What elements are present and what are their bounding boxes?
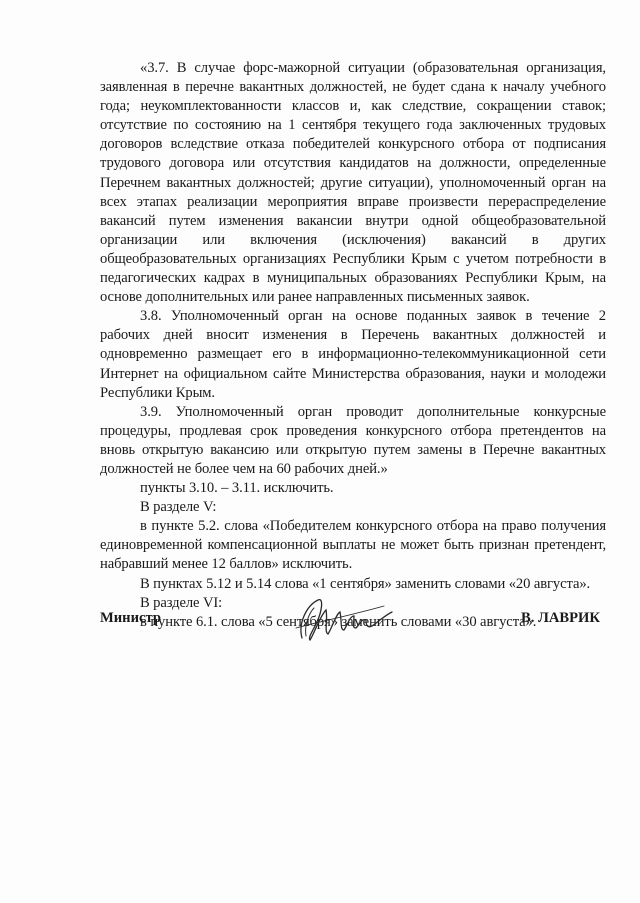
paragraph-6-1: в пункте 6.1. слова «5 сентября» заменить словами «30 августа». — [140, 613, 537, 630]
document-body — [100, 59, 606, 632]
handwritten-signature — [288, 594, 398, 646]
paragraph-5-12: В пунктах 5.12 и 5.14 слова «1 сентября» заменить словами «20 августа». — [140, 575, 591, 592]
paragraph-3-9: 3.9. Уполномоченный орган проводит дополнительные конкурсные процедуры, продлевая срок проведения конкурсного отбора претендентов на вновь открытую вакансию или открытую путем замены в Перечне вакантных должностей не более чем на 60 рабочих дней.» — [100, 403, 606, 477]
paragraph-3-8: 3.8. Уполномоченный орган на основе поданных заявок в течение 2 рабочих дней вносит изменения в Перечень вакантных должностей и одновременно размещает его в информационно-телекоммуникационной сети Интернет на официальном сайте Министерства образования, науки и молодежи Республики Крым. — [100, 308, 606, 401]
section-v-heading: В разделе V: — [140, 499, 217, 516]
signatory-title: Министр — [100, 610, 161, 626]
section-vi-heading: В разделе VI: — [140, 594, 223, 611]
paragraph-items-removed: пункты 3.10. – 3.11. исключить. — [140, 480, 334, 497]
signature-block — [100, 602, 600, 642]
signatory-name: В. ЛАВРИК — [520, 610, 600, 626]
paragraph-5-2: в пункте 5.2. слова «Победителем конкурсного отбора на право получения единовременной компенсационной выплаты не может быть признан претендент, набравший менее 12 баллов» исключить. — [100, 518, 606, 573]
paragraph-3-7: «3.7. В случае форс-мажорной ситуации (образовательная организация, заявленная в перечне вакантных должностей, не будет сдана к началу учебного года; неукомплектованности классов и, как следствие, сокращении ставок; отсутствие по состоянию на 1 сентября текущего года заключенных трудовых договоров вследствие отказа победителей конкурсного отбора от подписания трудового договора или отсутствия кандидатов на должности, определенные Перечнем вакантных должностей; другие ситуации), уполномоченный орган на всех этапах реализации мероприятия вправе произвести перераспределение вакансий путем изменения вакансии внутри одной общеобразовательной организации или включения (исключения) вакансий в других общеобразовательных организациях Республики Крым с учетом потребности в педагогических кадрах в муниципальных образованиях Республики Крым, на основе дополнительных или ранее направленных письменных заявок. — [100, 60, 606, 306]
